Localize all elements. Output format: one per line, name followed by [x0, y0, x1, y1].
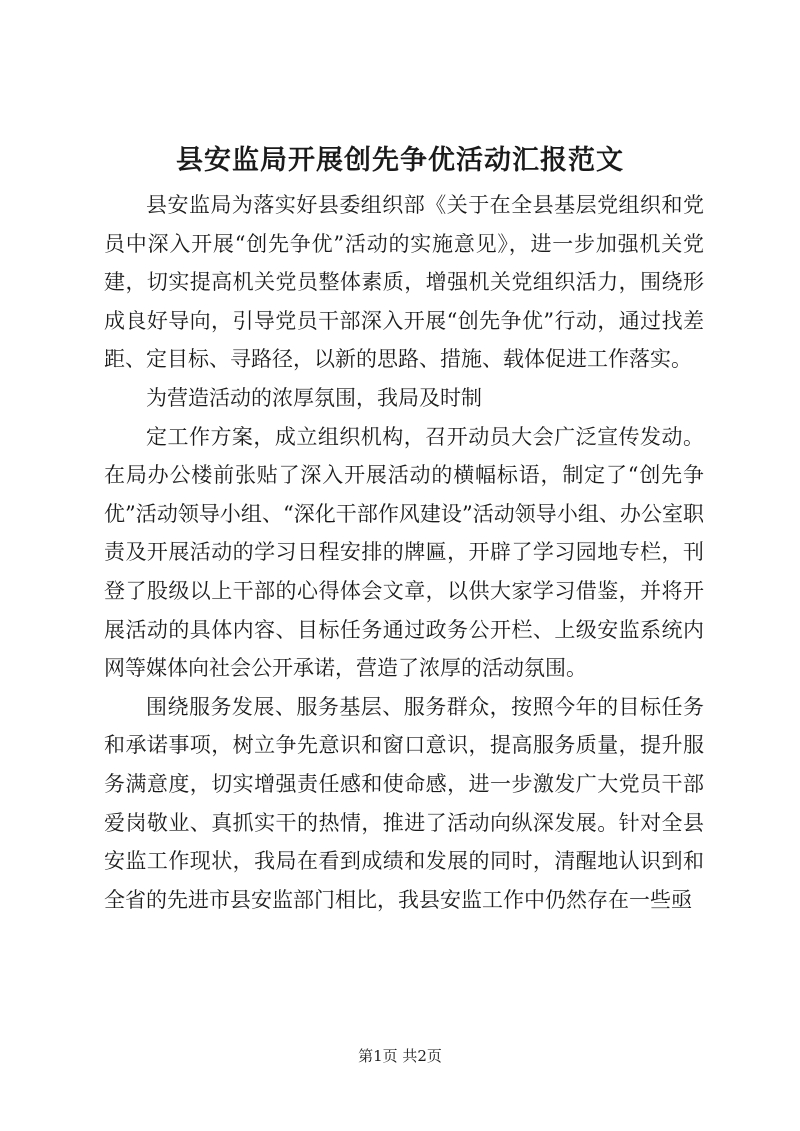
paragraph-2: 为营造活动的浓厚氛围，我局及时制 — [146, 385, 482, 410]
paragraph-3: 定工作方案，成立组织机构，召开动员大会广泛宣传发动。在局办公楼前张贴了深入开展活动的横幅标语，制定了“创先争优”活动领导小组、“深化干部作风建设”活动领导小组、办公室职责及开展活动的学习日程安排的牌匾，开辟了学习园地专栏，刊登了股级以上干部的心得体会文章，以供大家学习借鉴，并将开展活动的具体内容、目标任务通过政务公开栏、上级安监系统内网等媒体向社会公开承诺，营造了浓厚的活动氛围。 — [104, 424, 704, 681]
paragraph-4: 围绕服务发展、服务基层、服务群众，按照今年的目标任务和承诺事项，树立争先意识和窗口意识，提高服务质量，提升服务满意度，切实增强责任感和使命感，进一步激发广大党员干部爱岗敬业、真抓实干的热情，推进了活动向纵深发展。针对全县安监工作现状，我局在看到成绩和发展的同时，清醒地认识到和全省的先进市县安监部门相比，我县安监工作中仍然存在一些亟 — [104, 694, 704, 912]
document-body — [104, 186, 704, 919]
paragraph-1: 县安监局为落实好县委组织部《关于在全县基层党组织和党员中深入开展“创先争优”活动的实施意见》，进一步加强机关党建，切实提高机关党员整体素质，增强机关党组织活力，围绕形成良好导向，引导党员干部深入开展“创先争优”行动，通过找差距、定目标、寻路径，以新的思路、措施、载体促进工作落实。 — [104, 193, 704, 372]
document-title: 县安监局开展创先争优活动汇报范文 — [176, 145, 624, 176]
page-number-footer: 第1页 共2页 — [358, 1047, 442, 1065]
